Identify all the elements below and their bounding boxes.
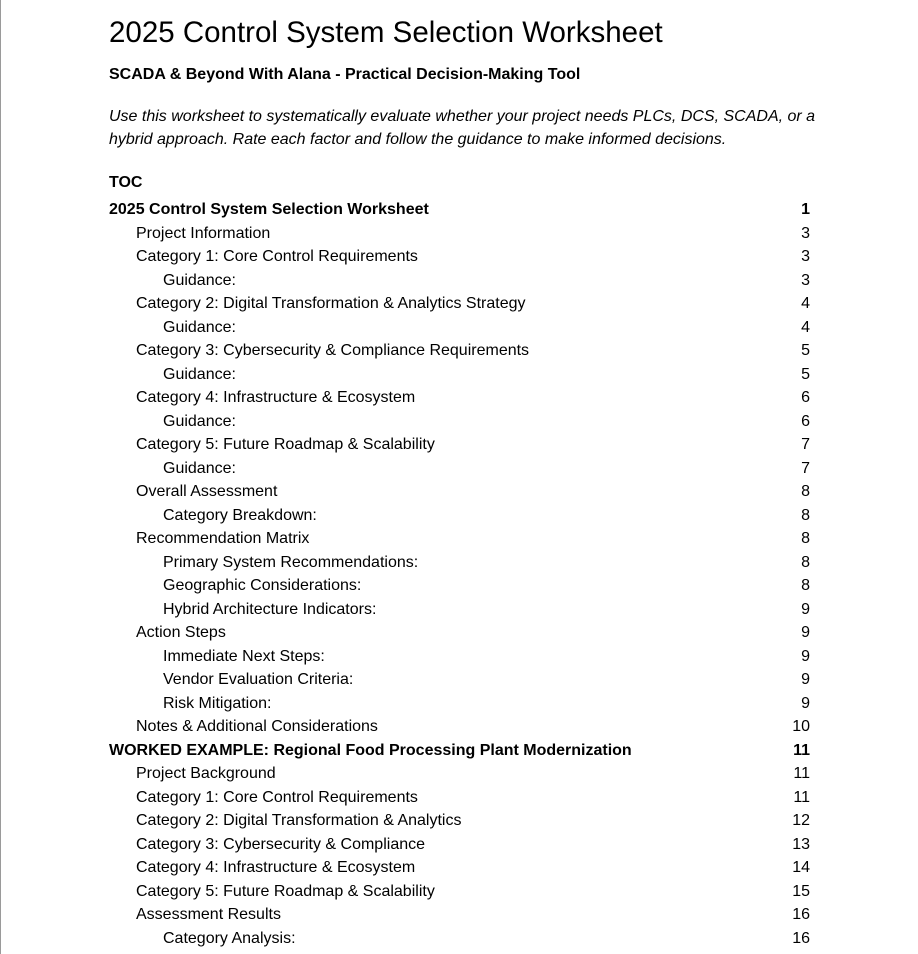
toc-entry-title: Guidance: (163, 412, 236, 430)
toc-entry[interactable] (0, 598, 918, 622)
toc-entry[interactable] (0, 386, 918, 410)
toc-entry-title: Category 1: Core Control Requirements (136, 248, 418, 265)
toc-page-number: 9 (801, 694, 810, 712)
toc-entry[interactable] (0, 410, 918, 434)
toc-entry[interactable] (0, 504, 918, 528)
toc-entry-title: Primary System Recommendations: (163, 553, 419, 571)
toc-entry-title: Project Information (136, 224, 271, 242)
toc-entry[interactable] (0, 833, 918, 857)
toc-entry[interactable] (0, 692, 918, 716)
toc-page-number: 8 (801, 577, 810, 594)
toc-entry[interactable] (0, 715, 918, 739)
toc-entry-title: Project Background (136, 765, 276, 782)
toc-entry[interactable] (0, 739, 918, 763)
toc-entry[interactable] (0, 786, 918, 810)
toc-page-number: 8 (801, 530, 810, 547)
toc-page-number: 8 (801, 553, 810, 571)
toc-page-number: 13 (792, 835, 810, 853)
toc-page-number: 12 (792, 812, 810, 829)
toc-page-number: 5 (801, 342, 810, 359)
toc-entry[interactable] (0, 269, 918, 293)
toc-entry-title: WORKED EXAMPLE: Regional Food Processing Plant Modernization (109, 741, 632, 759)
toc-entry-title: Category Breakdown: (163, 506, 317, 524)
toc-page-number: 6 (801, 412, 810, 430)
toc-entry-title: Category 4: Infrastructure & Ecosystem (136, 389, 416, 406)
toc-entry[interactable] (0, 856, 918, 880)
toc-page-number: 3 (801, 271, 810, 289)
toc-entry[interactable] (0, 762, 918, 786)
toc-entry-title: Action Steps (136, 624, 226, 641)
toc-entry[interactable] (0, 433, 918, 457)
toc-entry[interactable] (0, 621, 918, 645)
toc-entry[interactable] (0, 245, 918, 269)
toc-page-number: 8 (801, 483, 810, 500)
toc-entry[interactable] (0, 480, 918, 504)
toc-entry[interactable] (0, 880, 918, 904)
toc-entry-title: Category 5: Future Roadmap & Scalability (136, 882, 435, 900)
toc-page-number: 9 (801, 671, 810, 688)
toc-entry-title: Category Analysis: (163, 929, 296, 947)
toc-page-number: 4 (801, 318, 810, 336)
intro-paragraph: Use this worksheet to systematically evaluate whether your project needs PLCs, DCS, SCADA, or a hybrid approach. Rate each factor and follow the guidance to make informed decisions. (109, 108, 816, 148)
toc-entry[interactable] (0, 339, 918, 363)
toc-entry-title: Guidance: (163, 271, 236, 289)
toc-entry-title: Assessment Results (136, 906, 281, 923)
toc-entry-title: Category 2: Digital Transformation & Analytics Strategy (136, 295, 526, 312)
toc-entry-title: Category 3: Cybersecurity & Compliance Requirements (136, 342, 530, 359)
toc-page-number: 3 (801, 248, 810, 265)
toc-entry[interactable] (0, 222, 918, 246)
toc-entry[interactable] (0, 668, 918, 692)
toc-entry[interactable] (0, 457, 918, 481)
toc-entry-title: Notes & Additional Considerations (136, 718, 378, 735)
toc-page-number: 5 (801, 365, 810, 383)
toc-entry-title: Recommendation Matrix (136, 530, 310, 547)
toc-page-number: 14 (792, 859, 810, 876)
toc-entry-title: Category 5: Future Roadmap & Scalability (136, 436, 435, 453)
toc-entry-title: 2025 Control System Selection Worksheet (109, 201, 429, 218)
toc-entry[interactable] (0, 198, 918, 222)
toc-entry-title: Risk Mitigation: (163, 694, 272, 712)
document-subtitle: SCADA & Beyond With Alana - Practical Decision-Making Tool (109, 66, 581, 83)
toc-page-number: 11 (793, 765, 810, 782)
toc-page-number: 8 (801, 506, 810, 524)
toc-entry[interactable] (0, 551, 918, 575)
toc-page-number: 16 (792, 906, 810, 923)
toc-entry-title: Overall Assessment (136, 483, 278, 500)
toc-page-number: 6 (801, 389, 810, 406)
toc-entry[interactable] (0, 363, 918, 387)
toc-entry-title: Hybrid Architecture Indicators: (163, 600, 377, 618)
toc-page-number: 1 (801, 201, 810, 218)
toc-entry-title: Geographic Considerations: (163, 577, 362, 594)
toc-entry[interactable] (0, 903, 918, 927)
toc-entry[interactable] (0, 809, 918, 833)
toc-entry[interactable] (0, 316, 918, 340)
toc-entry[interactable] (0, 645, 918, 669)
toc-entry-title: Category 3: Cybersecurity & Compliance (136, 835, 426, 853)
toc-entry[interactable] (0, 927, 918, 951)
toc-entry-title: Guidance: (163, 459, 236, 477)
toc-entry-title: Immediate Next Steps: (163, 647, 325, 665)
toc-entry-title: Category 4: Infrastructure & Ecosystem (136, 859, 416, 876)
toc-page-number: 16 (792, 929, 810, 947)
toc-entry[interactable] (0, 527, 918, 551)
toc-page-number: 11 (793, 788, 810, 806)
toc-entry-title: Vendor Evaluation Criteria: (163, 671, 354, 688)
toc-page-number: 3 (801, 224, 810, 242)
toc-page-number: 10 (792, 718, 810, 735)
toc-page-number: 15 (792, 882, 810, 900)
toc-entry-title: Category 2: Digital Transformation & Analytics (136, 812, 462, 829)
toc-entry-title: Category 1: Core Control Requirements (136, 788, 418, 806)
toc-page-number: 4 (801, 295, 810, 312)
toc-page-number: 9 (801, 600, 810, 618)
toc-heading: TOC (109, 174, 143, 191)
toc-page-number: 9 (801, 647, 810, 665)
table-of-contents (0, 198, 918, 950)
toc-entry[interactable] (0, 292, 918, 316)
toc-page-number: 7 (801, 436, 810, 453)
toc-entry[interactable] (0, 574, 918, 598)
toc-page-number: 7 (801, 459, 810, 477)
document-title: 2025 Control System Selection Worksheet (109, 16, 663, 49)
toc-page-number: 9 (801, 624, 810, 641)
toc-entry-title: Guidance: (163, 318, 236, 336)
toc-entry-title: Guidance: (163, 365, 236, 383)
toc-page-number: 11 (793, 741, 810, 759)
